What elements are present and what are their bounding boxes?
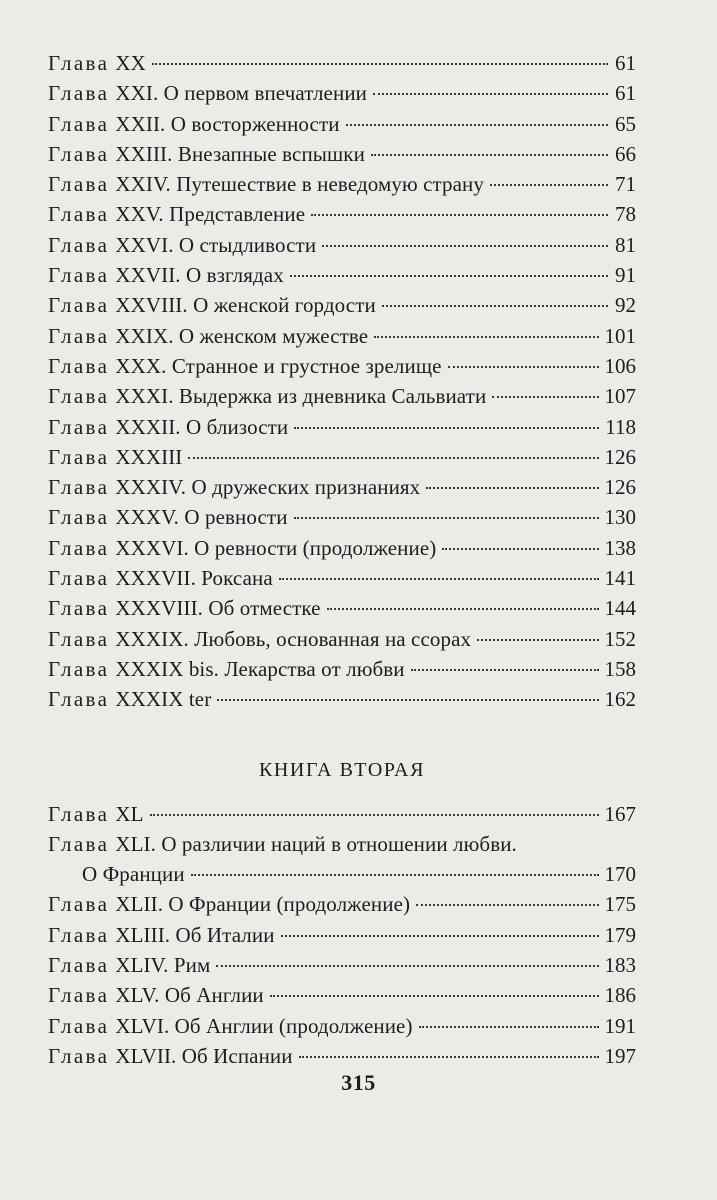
toc-entry: [48, 78, 636, 108]
chapter-page-number: 152: [604, 626, 636, 651]
chapter-page-number: 186: [604, 983, 636, 1008]
page-number: 315: [341, 1070, 376, 1095]
chapter-page-number: 144: [604, 596, 636, 621]
chapter-page-number: 106: [604, 353, 636, 378]
chapter-prefix: Глава: [48, 596, 110, 621]
chapter-prefix: Глава: [48, 922, 110, 947]
leader-dots: [373, 93, 608, 95]
toc-entry: [48, 980, 636, 1010]
chapter-page-number: 183: [604, 953, 636, 978]
chapter-title: XLVII. Об Испании: [115, 1043, 293, 1068]
chapter-title: XXV. Представление: [115, 202, 306, 227]
leader-dots: [416, 904, 598, 906]
leader-dots: [270, 995, 599, 997]
chapter-title: XXXVII. Роксана: [115, 566, 273, 591]
toc-entry: [48, 1011, 636, 1041]
toc-entry: [48, 624, 636, 654]
chapter-title: XLIII. Об Италии: [115, 922, 275, 947]
leader-dots: [442, 548, 598, 550]
chapter-title: XXXIII: [115, 444, 183, 469]
toc-entry: [48, 684, 636, 714]
chapter-prefix: Глава: [48, 81, 110, 106]
chapter-prefix: Глава: [48, 263, 110, 288]
chapter-page-number: 65: [615, 111, 636, 136]
chapter-prefix: Глава: [48, 687, 110, 712]
toc-part-two-start: [48, 799, 636, 829]
toc-entry: [48, 442, 636, 472]
toc-entry: [48, 351, 636, 381]
leader-dots: [281, 935, 599, 937]
chapter-prefix: Глава: [48, 293, 110, 318]
leader-dots: [191, 874, 599, 876]
leader-dots: [299, 1056, 599, 1058]
leader-dots: [311, 214, 608, 216]
leader-dots: [294, 517, 599, 519]
chapter-page-number: 170: [604, 862, 636, 887]
leader-dots: [152, 63, 608, 65]
chapter-prefix: Глава: [48, 111, 110, 136]
chapter-prefix: Глава: [48, 323, 110, 348]
chapter-title: XLII. О Франции (продолжение): [115, 892, 411, 917]
toc-entry: [48, 654, 636, 684]
toc-entry: [48, 563, 636, 593]
toc-entry-multiline: [48, 829, 636, 890]
chapter-title: XXXIX bis. Лекарства от любви: [115, 656, 405, 681]
chapter-page-number: 107: [604, 384, 636, 409]
leader-dots: [448, 366, 599, 368]
chapter-page-number: 141: [604, 566, 636, 591]
chapter-prefix: Глава: [48, 141, 110, 166]
chapter-page-number: 92: [615, 293, 636, 318]
chapter-title: XXVI. О стыдливости: [115, 232, 317, 257]
chapter-title-line-2: О Франции: [82, 862, 185, 887]
chapter-prefix: Глава: [48, 892, 110, 917]
chapter-prefix: Глава: [48, 232, 110, 257]
toc-entry: [48, 321, 636, 351]
chapter-page-number: 167: [604, 801, 636, 826]
toc-part-one: [48, 48, 636, 715]
chapter-title: XLVI. Об Англии (продолжение): [115, 1013, 413, 1038]
chapter-title: XX: [115, 51, 146, 75]
chapter-prefix: Глава: [48, 656, 110, 681]
chapter-page-number: 118: [605, 414, 636, 439]
chapter-page-number: 162: [604, 687, 636, 712]
chapter-title: XXXI. Выдержка из дневника Сальвиати: [115, 384, 487, 409]
chapter-page-number: 66: [615, 141, 636, 166]
chapter-prefix: Глава: [48, 626, 110, 651]
leader-dots: [371, 154, 608, 156]
leader-dots: [411, 669, 599, 671]
chapter-prefix: Глава: [48, 202, 110, 227]
chapter-page-number: 101: [604, 323, 636, 348]
toc-entry: [48, 199, 636, 229]
chapter-title: XXXV. О ревности: [115, 505, 288, 530]
leader-dots: [294, 427, 599, 429]
leader-dots: [382, 305, 608, 307]
leader-dots: [217, 699, 598, 701]
chapter-page-number: 126: [604, 475, 636, 500]
toc-entry: [48, 950, 636, 980]
chapter-prefix: Глава: [48, 801, 110, 826]
toc-part-two-rest: [48, 889, 636, 1071]
toc-entry-line-2: [48, 859, 636, 889]
chapter-page-number: 175: [604, 892, 636, 917]
chapter-prefix: Глава: [48, 953, 110, 978]
chapter-page-number: 126: [604, 444, 636, 469]
toc-entry: [48, 169, 636, 199]
leader-dots: [426, 487, 598, 489]
chapter-title-line-1: XLI. О различии наций в отношении любви.: [115, 831, 517, 856]
leader-dots: [290, 275, 608, 277]
chapter-page-number: 179: [604, 922, 636, 947]
chapter-title: XXXVI. О ревности (продолжение): [115, 535, 437, 560]
leader-dots: [419, 1026, 599, 1028]
toc-entry: [48, 889, 636, 919]
chapter-page-number: 138: [604, 535, 636, 560]
toc-entry: [48, 412, 636, 442]
chapter-title: XL: [115, 801, 144, 826]
table-of-contents: [48, 48, 636, 1071]
chapter-title: XXIV. Путешествие в неведомую страну: [115, 172, 484, 197]
chapter-page-number: 61: [615, 51, 636, 75]
chapter-prefix: Глава: [48, 1013, 110, 1038]
toc-entry: [48, 533, 636, 563]
chapter-page-number: 61: [615, 81, 636, 106]
toc-entry: [48, 920, 636, 950]
chapter-page-number: 91: [615, 263, 636, 288]
leader-dots: [477, 639, 598, 641]
chapter-page-number: 197: [604, 1043, 636, 1068]
toc-entry: [48, 1041, 636, 1071]
chapter-page-number: 130: [604, 505, 636, 530]
leader-dots: [374, 336, 598, 338]
toc-entry: [48, 290, 636, 320]
toc-entry: [48, 381, 636, 411]
toc-entry: [48, 799, 636, 829]
toc-entry: [48, 472, 636, 502]
toc-entry: [48, 109, 636, 139]
toc-entry: [48, 48, 636, 78]
chapter-title: XXXIX ter: [115, 687, 212, 712]
chapter-prefix: Глава: [48, 51, 110, 75]
chapter-prefix: Глава: [48, 1043, 110, 1068]
chapter-title: XXXVIII. Об отместке: [115, 596, 321, 621]
chapter-title: XLV. Об Англии: [115, 983, 264, 1008]
leader-dots: [490, 184, 608, 186]
chapter-page-number: 71: [615, 172, 636, 197]
chapter-title: XXVII. О взглядах: [115, 263, 284, 288]
chapter-prefix: Глава: [48, 475, 110, 500]
leader-dots: [150, 814, 599, 816]
leader-dots: [279, 578, 599, 580]
leader-dots: [216, 965, 598, 967]
section-heading: КНИГА ВТОРАЯ: [258, 758, 426, 781]
chapter-prefix: Глава: [48, 535, 110, 560]
chapter-title: XXX. Странное и грустное зрелище: [115, 353, 442, 378]
toc-entry: [48, 593, 636, 623]
leader-dots: [322, 245, 608, 247]
chapter-prefix: Глава: [48, 414, 110, 439]
leader-dots: [327, 608, 599, 610]
chapter-page-number: 158: [604, 656, 636, 681]
toc-entry-line-1: [48, 829, 636, 859]
chapter-title: XLIV. Рим: [115, 953, 211, 978]
toc-entry: [48, 139, 636, 169]
toc-entry: [48, 502, 636, 532]
chapter-page-number: 191: [604, 1013, 636, 1038]
chapter-page-number: 78: [615, 202, 636, 227]
chapter-title: XXVIII. О женской гордости: [115, 293, 376, 318]
chapter-prefix: Глава: [48, 172, 110, 197]
chapter-title: XXXIV. О дружеских признаниях: [115, 475, 421, 500]
leader-dots: [346, 124, 608, 126]
toc-entry: [48, 260, 636, 290]
toc-entry: [48, 230, 636, 260]
chapter-title: XXII. О восторженности: [115, 111, 340, 136]
chapter-prefix: Глава: [48, 353, 110, 378]
chapter-prefix: Глава: [48, 983, 110, 1008]
leader-dots: [188, 457, 598, 459]
chapter-prefix: Глава: [48, 444, 110, 469]
chapter-title: XXI. О первом впечатлении: [115, 81, 367, 106]
chapter-page-number: 81: [615, 232, 636, 257]
chapter-title: XXIX. О женском мужестве: [115, 323, 369, 348]
chapter-prefix: Глава: [48, 831, 110, 856]
chapter-title: XXXIX. Любовь, основанная на ссорах: [115, 626, 472, 651]
chapter-prefix: Глава: [48, 566, 110, 591]
leader-dots: [492, 396, 598, 398]
chapter-title: XXXII. О близости: [115, 414, 289, 439]
chapter-prefix: Глава: [48, 384, 110, 409]
chapter-prefix: Глава: [48, 505, 110, 530]
chapter-title: XXIII. Внезапные вспышки: [115, 141, 365, 166]
